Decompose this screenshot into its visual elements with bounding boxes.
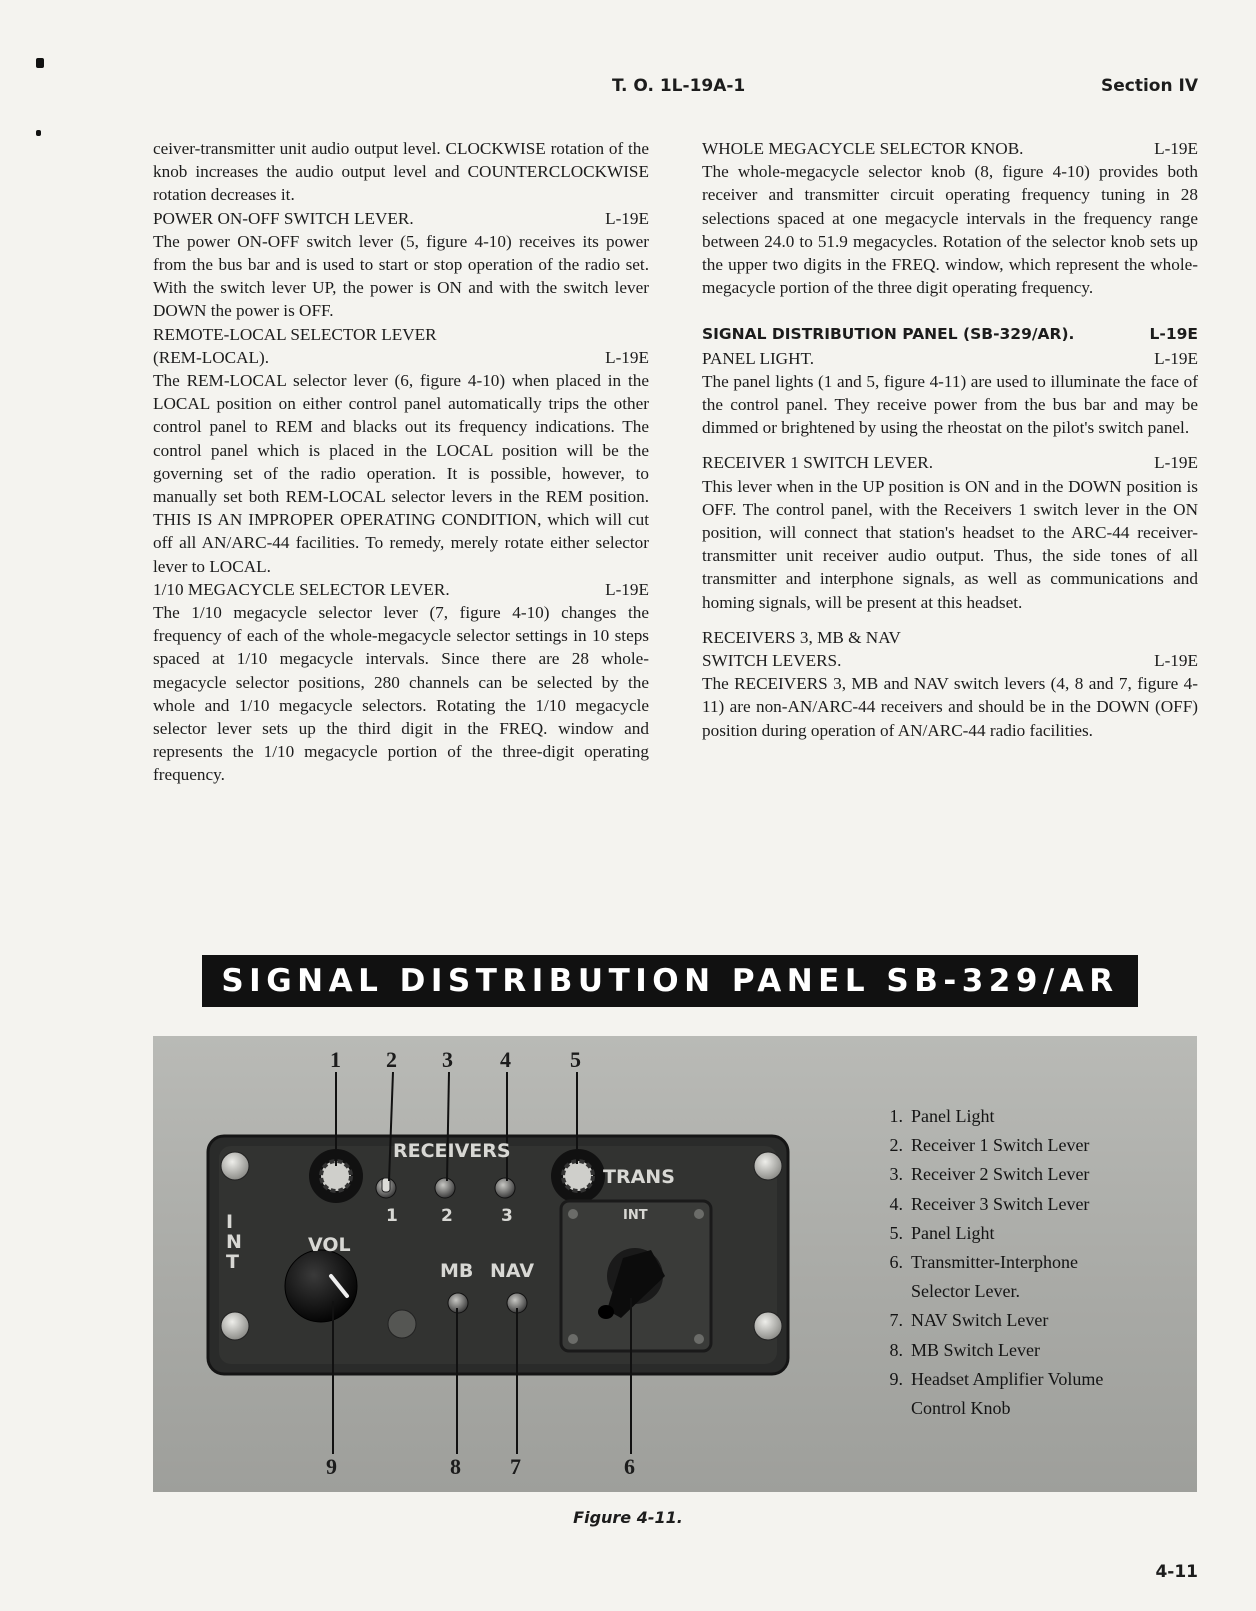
paragraph: The RECEIVERS 3, MB and NAV switch levers (4, 8 and 7, figure 4-11) are non-AN/ARC-44 receivers and should be in the DOWN (OFF) position during operation of AN/ARC-44 radio facilities. <box>702 674 1198 740</box>
left-column <box>153 137 649 787</box>
legend-text: Receiver 2 Switch Lever <box>911 1164 1090 1185</box>
callout-number: 8 <box>450 1454 461 1479</box>
model-code: L-19E <box>605 347 649 367</box>
callout-number: 3 <box>442 1047 453 1072</box>
legend-item <box>878 1102 1103 1131</box>
subheading <box>702 347 1198 370</box>
paragraph: This lever when in the UP position is ON and in the DOWN position is OFF. The control panel, with the Receivers 1 switch lever in the ON position, will connect that station's headset to the ARC-44 receiver-transmitter unit receiver audio output. Thus, the side tones of all transmitter and interphone signals, as well as communications and homing signals, will be present at this headset. <box>702 476 1198 612</box>
legend-item <box>878 1190 1103 1219</box>
subheading-title: RECEIVERS 3, MB & NAV <box>702 627 901 647</box>
legend-number <box>878 1394 903 1423</box>
right-column <box>702 137 1198 742</box>
legend-text: MB Switch Lever <box>911 1339 1040 1360</box>
legend-item <box>878 1277 1103 1306</box>
legend-item <box>878 1248 1103 1277</box>
subheading <box>702 451 1198 474</box>
int-side-label: INT <box>226 1211 242 1273</box>
subheading-title: (REM-LOCAL). <box>153 347 269 367</box>
mounting-screw <box>754 1152 782 1180</box>
subheading <box>153 346 649 369</box>
legend-number: 2. <box>889 1135 903 1156</box>
legend-number: 6. <box>889 1252 903 1273</box>
callout-number: 5 <box>570 1047 581 1072</box>
legend-number: 1. <box>889 1106 903 1126</box>
legend-text: Receiver 1 Switch Lever <box>911 1135 1090 1156</box>
subheading <box>153 578 649 601</box>
receivers-label: RECEIVERS <box>393 1140 511 1162</box>
legend-number: 3. <box>889 1164 903 1185</box>
vol-label: VOL <box>308 1234 351 1256</box>
model-code: L-19E <box>1154 453 1198 473</box>
subheading <box>702 649 1198 672</box>
legend-text: Receiver 3 Switch Lever <box>911 1193 1090 1214</box>
subheading-title: 1/10 MEGACYCLE SELECTOR LEVER. <box>153 579 450 599</box>
legend-text: Panel Light <box>911 1222 995 1243</box>
receiver-3-label: 3 <box>501 1206 513 1226</box>
callout-number: 4 <box>500 1047 511 1072</box>
legend-text: Control Knob <box>911 1398 1011 1419</box>
subheading-title: WHOLE MEGACYCLE SELECTOR KNOB. <box>702 139 1024 158</box>
subheading <box>702 137 1198 160</box>
callout-number: 9 <box>326 1454 337 1479</box>
fastener-screw <box>388 1310 416 1338</box>
paragraph: The whole-megacycle selector knob (8, figure 4-10) provides both receiver and transmitter circuit operating frequency tuning in 28 selections spaced at one megacycle intervals in the frequency range between 24.0 to 51.9 megacycles. Rotation of the selector knob sets up the upper two digits in the FREQ. window, which represent the whole-megacycle portion of the three digit operating frequency. <box>702 162 1198 298</box>
model-code: L-19E <box>1154 139 1198 158</box>
to-number: T. O. 1L-19A-1 <box>612 76 746 96</box>
legend-number: 9. <box>889 1368 903 1389</box>
mounting-screw <box>754 1312 782 1340</box>
nav-label: NAV <box>490 1260 535 1282</box>
model-code: L-19E <box>1154 348 1198 368</box>
legend-item <box>878 1394 1103 1423</box>
subheading-title: RECEIVER 1 SWITCH LEVER. <box>702 453 934 473</box>
legend-number: 4. <box>889 1193 903 1214</box>
section-title: SIGNAL DISTRIBUTION PANEL (SB-329/AR). <box>702 325 1075 344</box>
legend-item <box>878 1306 1103 1335</box>
subheading-title: SWITCH LEVERS. <box>702 651 842 671</box>
callout-number: 7 <box>510 1454 521 1479</box>
legend-item <box>878 1131 1103 1160</box>
callout-number: 1 <box>330 1047 341 1072</box>
legend-text: Selector Lever. <box>911 1281 1020 1302</box>
legend-text: Transmitter-Interphone <box>911 1252 1078 1273</box>
legend-number: 5. <box>889 1222 903 1243</box>
paragraph: The REM-LOCAL selector lever (6, figure 4-10) when placed in the LOCAL position on either control panel automatically trips the other control panel to REM and blacks out its frequency indications. The control panel which is placed in the LOCAL position will be the governing set of the radio operation. It is possible, however, to manually set both REM-LOCAL selector levers in the REM position. THIS IS AN IMPROPER OPERATING CONDITION, which will cut off all AN/ARC-44 facilities. To remedy, merely rotate either selector lever to LOCAL. <box>153 371 649 576</box>
page-number: 4-11 <box>1155 1562 1198 1582</box>
paragraph: The panel lights (1 and 5, figure 4-11) are used to illuminate the face of the control panel. They receive power from the bus bar and may be dimmed or brightened by using the rheostat on the pilot's switch panel. <box>702 371 1198 438</box>
model-code: L-19E <box>605 579 649 599</box>
legend-number <box>878 1277 903 1306</box>
subheading-title: PANEL LIGHT. <box>702 348 815 368</box>
paragraph: The 1/10 megacycle selector lever (7, figure 4-10) changes the frequency of each of the whole-megacycle selector settings in 10 steps spaced at 1/10 megacycle intervals. Since there are 28 whole-megacycle selector positions, 280 channels can be selected by the whole and 1/10 megacycle selectors. Rotating the 1/10 megacycle selector lever sets up the third digit in the FREQ. window and represents the 1/10 megacycle portion of the three-digit operating frequency. <box>153 603 649 785</box>
receiver-2-switch <box>435 1178 455 1198</box>
callout-number: 6 <box>624 1454 635 1479</box>
receiver-1-label: 1 <box>386 1206 398 1226</box>
trans-label: TRANS <box>603 1166 675 1188</box>
subheading-title: REMOTE-LOCAL SELECTOR LEVER <box>153 324 437 344</box>
callout-number: 2 <box>386 1047 397 1072</box>
section-heading <box>702 323 1198 346</box>
subheading-title: POWER ON-OFF SWITCH LEVER. <box>153 208 414 228</box>
volume-knob <box>285 1250 357 1322</box>
legend-item <box>878 1219 1103 1248</box>
legend-text: Headset Amplifier Volume <box>911 1368 1104 1389</box>
subheading <box>153 207 649 230</box>
legend-item <box>878 1160 1103 1189</box>
mounting-screw <box>221 1152 249 1180</box>
legend-item <box>878 1336 1103 1365</box>
legend-number: 7. <box>889 1310 903 1331</box>
figure-caption: Figure 4-11. <box>573 1508 683 1527</box>
paragraph: ceiver-transmitter unit audio output level. CLOCKWISE rotation of the knob increases the audio output level and COUNTERCLOCKWISE rotation decreases it. <box>153 139 649 205</box>
mounting-screw <box>221 1312 249 1340</box>
model-code: L-19E <box>605 208 649 228</box>
mb-label: MB <box>440 1260 474 1282</box>
legend-number: 8. <box>889 1339 903 1360</box>
receiver-3-switch <box>495 1178 515 1198</box>
section-label: Section IV <box>1101 76 1198 96</box>
figure-legend <box>878 1102 1103 1423</box>
punch-mark <box>36 130 41 136</box>
legend-text: NAV Switch Lever <box>911 1310 1049 1331</box>
figure-banner: SIGNAL DISTRIBUTION PANEL SB-329/AR <box>202 955 1138 1007</box>
model-code: L-19E <box>1149 325 1198 344</box>
int-knob-label: INT <box>623 1208 648 1223</box>
receiver-2-label: 2 <box>441 1206 453 1226</box>
legend-item <box>878 1365 1103 1394</box>
paragraph: The power ON-OFF switch lever (5, figure 4-10) receives its power from the bus bar and is used to start or stop operation of the radio set. With the switch lever UP, the power is ON and with the switch lever DOWN the power is OFF. <box>153 231 649 321</box>
legend-text: Panel Light <box>911 1106 995 1126</box>
punch-mark <box>36 58 44 68</box>
model-code: L-19E <box>1154 651 1198 671</box>
